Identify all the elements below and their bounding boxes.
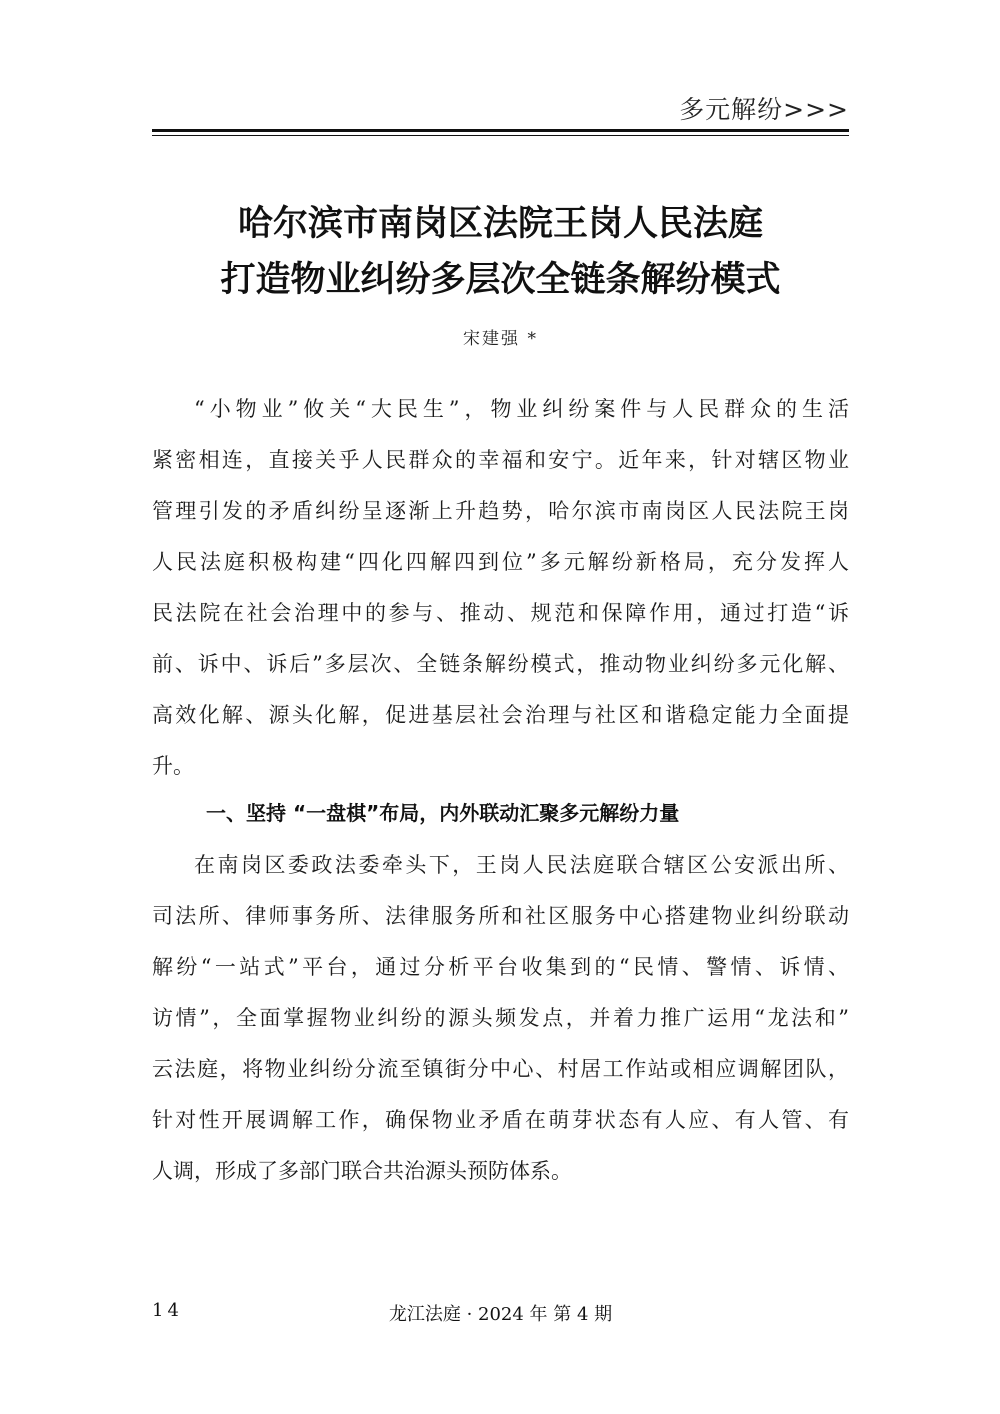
header-rule-thin: [152, 135, 849, 136]
text-line: 人调，形成了多部门联合共治源头预防体系。: [152, 1159, 572, 1183]
text-line: 针对性开展调解工作，确保物业矛盾在萌芽状态有人应、有人管、有: [152, 1108, 849, 1132]
journal-footer: 龙江法庭 · 2024 年 第 4 期: [388, 1304, 613, 1325]
title-line-1: 哈尔滨市南岗区法院王岗人民法庭: [237, 203, 763, 244]
section-header: 多元解纷>>>: [679, 95, 849, 124]
text-line: 访情”，全面掌握物业纠纷的源头频发点，并着力推广运用“龙法和”: [152, 1006, 849, 1030]
text-line: 管理引发的矛盾纠纷呈逐渐上升趋势，哈尔滨市南岗区人民法院王岗: [152, 499, 849, 523]
text-line: 前、诉中、诉后”多层次、全链条解纷模式，推动物业纠纷多元化解、: [152, 652, 849, 676]
page-number: 14: [152, 1300, 183, 1321]
text-line: 民法院在社会治理中的参与、推动、规范和保障作用，通过打造“诉: [152, 601, 849, 625]
text-line: 紧密相连，直接关乎人民群众的幸福和安宁。近年来，针对辖区物业: [152, 448, 849, 472]
paragraph-section-1: [152, 840, 849, 1197]
paragraph-intro: [152, 384, 849, 792]
article-title: [152, 196, 849, 308]
text-line: 云法庭，将物业纠纷分流至镇街分中心、村居工作站或相应调解团队，: [152, 1057, 849, 1081]
title-line-2: 打造物业纠纷多层次全链条解纷模式: [220, 259, 781, 300]
section-heading-1: 一、坚持 “一盘棋”布局，内外联动汇聚多元解纷力量: [206, 801, 680, 825]
text-line: 在南岗区委政法委牵头下，王岗人民法庭联合辖区公安派出所、: [194, 853, 849, 877]
text-line: 司法所、律师事务所、法律服务所和社区服务中心搭建物业纠纷联动: [152, 904, 849, 928]
header-rule-thick: [152, 129, 849, 132]
author-byline: 宋建强 *: [463, 329, 538, 349]
text-line: 解纷“一站式”平台，通过分析平台收集到的“民情、警情、诉情、: [152, 955, 849, 979]
text-line: “小物业”攸关“大民生”，物业纠纷案件与人民群众的生活: [194, 397, 849, 421]
text-line: 升。: [152, 754, 194, 778]
text-line: 人民法庭积极构建“四化四解四到位”多元解纷新格局，充分发挥人: [152, 550, 849, 574]
text-line: 高效化解、源头化解，促进基层社会治理与社区和谐稳定能力全面提: [152, 703, 849, 727]
